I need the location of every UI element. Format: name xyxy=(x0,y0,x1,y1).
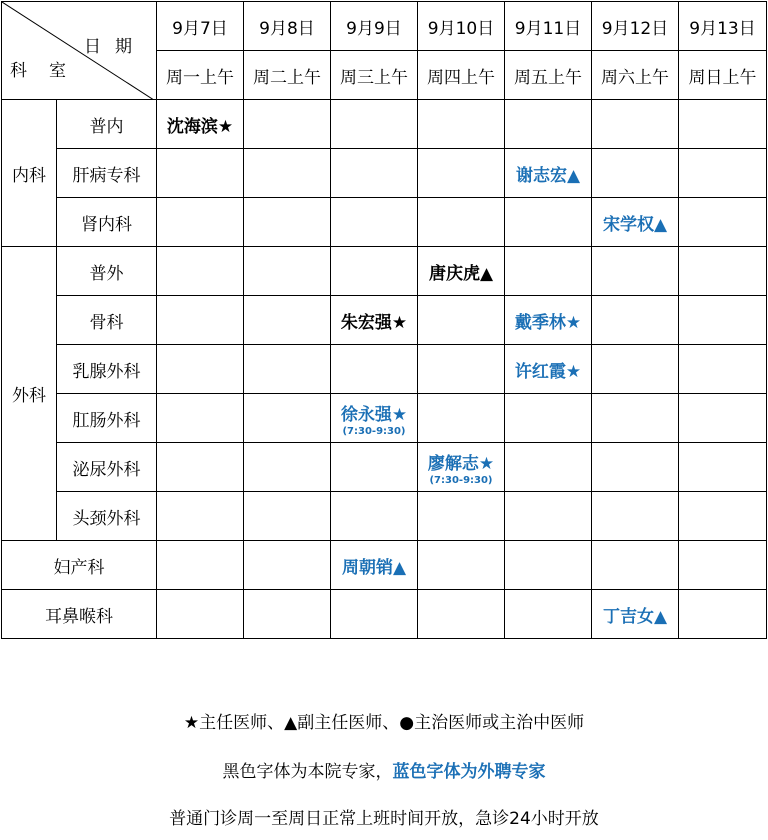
schedule-cell xyxy=(157,443,244,492)
schedule-cell xyxy=(331,149,418,198)
group-obgyn: 妇产科 xyxy=(2,541,157,590)
table-row xyxy=(2,149,767,198)
schedule-cell xyxy=(157,394,244,443)
schedule-cell xyxy=(244,394,331,443)
schedule-cell xyxy=(157,296,244,345)
legend-note: ★主任医师、▲副主任医师、●主治医师或主治中医师 xyxy=(183,713,585,733)
schedule-cell xyxy=(592,541,679,590)
schedule-cell xyxy=(244,443,331,492)
schedule-cell xyxy=(505,345,592,394)
color-note-black: 黑色字体为本院专家， xyxy=(222,762,393,782)
schedule-cell xyxy=(505,100,592,149)
schedule-cell xyxy=(679,541,767,590)
schedule-cell xyxy=(679,247,767,296)
table-row xyxy=(2,394,767,443)
day-header: 周四上午 xyxy=(418,51,505,100)
schedule-cell xyxy=(679,198,767,247)
day-header: 周日上午 xyxy=(679,51,767,100)
dept-urology: 泌尿外科 xyxy=(57,443,157,492)
schedule-cell xyxy=(331,296,418,345)
schedule-cell xyxy=(418,443,505,492)
schedule-cell xyxy=(418,198,505,247)
schedule-cell xyxy=(592,100,679,149)
schedule-cell xyxy=(679,296,767,345)
date-header: 9月11日 xyxy=(505,2,592,51)
schedule-cell xyxy=(679,149,767,198)
schedule-cell xyxy=(679,345,767,394)
table-row xyxy=(2,296,767,345)
schedule-cell xyxy=(418,149,505,198)
schedule-cell xyxy=(331,198,418,247)
schedule-cell xyxy=(244,345,331,394)
schedule-cell xyxy=(418,100,505,149)
schedule-cell xyxy=(331,394,418,443)
table-row xyxy=(2,198,767,247)
schedule-cell xyxy=(592,492,679,541)
dept-orthopedics: 骨科 xyxy=(57,296,157,345)
schedule-cell xyxy=(244,296,331,345)
corner-date-label: 日期 xyxy=(84,37,146,57)
date-header: 9月8日 xyxy=(244,2,331,51)
doctor-xie: 谢志宏▲ xyxy=(515,165,581,186)
color-note xyxy=(0,757,768,782)
date-header: 9月7日 xyxy=(157,2,244,51)
day-header: 周二上午 xyxy=(244,51,331,100)
schedule-cell xyxy=(592,394,679,443)
schedule-cell xyxy=(331,590,418,639)
schedule-cell xyxy=(679,100,767,149)
schedule-cell xyxy=(157,100,244,149)
doctor-zhou: 周朝销▲ xyxy=(341,557,407,578)
schedule-cell xyxy=(679,394,767,443)
schedule-cell xyxy=(157,198,244,247)
schedule-cell xyxy=(592,149,679,198)
date-header: 9月12日 xyxy=(592,2,679,51)
doctor-xu-hongxia: 许红霞★ xyxy=(514,361,582,382)
doctor-zhu: 朱宏强★ xyxy=(340,312,408,333)
date-header: 9月10日 xyxy=(418,2,505,51)
schedule-cell xyxy=(157,492,244,541)
schedule-cell xyxy=(331,247,418,296)
schedule-cell xyxy=(331,492,418,541)
doctor-dai: 戴季林★ xyxy=(514,312,582,333)
schedule-cell xyxy=(418,492,505,541)
dept-colorectal: 肛肠外科 xyxy=(57,394,157,443)
schedule-cell xyxy=(331,345,418,394)
doctor-shen: 沈海滨★ xyxy=(166,116,234,137)
schedule-cell xyxy=(244,100,331,149)
schedule-cell xyxy=(505,296,592,345)
schedule-cell xyxy=(505,198,592,247)
schedule-cell xyxy=(505,443,592,492)
color-note-blue: 蓝色字体为外聘专家 xyxy=(392,762,546,782)
schedule-cell xyxy=(244,492,331,541)
hours-note: 普通门诊周一至周日正常上班时间开放，急诊24小时开放 xyxy=(169,809,599,829)
table-row xyxy=(2,247,767,296)
table-row xyxy=(2,345,767,394)
table-row xyxy=(2,100,767,149)
time-note: (7:30-9:30) xyxy=(429,474,493,486)
schedule-cell xyxy=(157,149,244,198)
doctor-liao: 廖解志★ xyxy=(427,453,495,474)
time-note: (7:30-9:30) xyxy=(342,425,406,437)
group-ent: 耳鼻喉科 xyxy=(2,590,157,639)
schedule-cell xyxy=(592,247,679,296)
schedule-cell xyxy=(505,394,592,443)
header-corner xyxy=(2,2,157,100)
schedule-cell xyxy=(418,590,505,639)
day-header: 周五上午 xyxy=(505,51,592,100)
schedule-cell xyxy=(505,149,592,198)
table-row xyxy=(2,492,767,541)
day-header: 周三上午 xyxy=(331,51,418,100)
table-row xyxy=(2,590,767,639)
schedule-cell xyxy=(331,541,418,590)
group-internal: 内科 xyxy=(2,100,57,247)
schedule-cell xyxy=(418,394,505,443)
schedule-cell xyxy=(592,198,679,247)
date-header: 9月9日 xyxy=(331,2,418,51)
day-header: 周六上午 xyxy=(592,51,679,100)
schedule-cell xyxy=(505,541,592,590)
schedule-cell xyxy=(418,541,505,590)
schedule-table xyxy=(1,1,767,639)
dept-nephrology: 肾内科 xyxy=(57,198,157,247)
schedule-cell xyxy=(592,296,679,345)
schedule-cell xyxy=(157,247,244,296)
day-header: 周一上午 xyxy=(157,51,244,100)
dept-head-neck: 头颈外科 xyxy=(57,492,157,541)
schedule-cell xyxy=(244,198,331,247)
dept-general-surgery: 普外 xyxy=(57,247,157,296)
schedule-cell xyxy=(418,345,505,394)
schedule-cell xyxy=(244,590,331,639)
schedule-cell xyxy=(505,590,592,639)
table-row xyxy=(2,541,767,590)
doctor-xu-yongqiang: 徐永强★ xyxy=(340,404,408,425)
schedule-cell xyxy=(244,149,331,198)
doctor-song: 宋学权▲ xyxy=(602,214,668,235)
group-surgery: 外科 xyxy=(2,247,57,541)
doctor-ding: 丁吉女▲ xyxy=(602,606,668,627)
schedule-cell xyxy=(505,247,592,296)
doctor-tang: 唐庆虎▲ xyxy=(428,263,494,284)
schedule-cell xyxy=(679,590,767,639)
schedule-cell xyxy=(679,443,767,492)
schedule-cell xyxy=(331,100,418,149)
schedule-cell xyxy=(418,296,505,345)
schedule-cell xyxy=(157,541,244,590)
corner-dept-label: 科室 xyxy=(10,61,88,81)
schedule-cell xyxy=(244,541,331,590)
schedule-cell xyxy=(331,443,418,492)
schedule-cell xyxy=(679,492,767,541)
schedule-cell xyxy=(592,443,679,492)
schedule-cell xyxy=(418,247,505,296)
schedule-cell xyxy=(157,345,244,394)
dept-general-internal: 普内 xyxy=(57,100,157,149)
dept-breast: 乳腺外科 xyxy=(57,345,157,394)
schedule-cell xyxy=(244,247,331,296)
date-header: 9月13日 xyxy=(679,2,767,51)
schedule-cell xyxy=(592,345,679,394)
table-row xyxy=(2,443,767,492)
dept-hepatology: 肝病专科 xyxy=(57,149,157,198)
schedule-cell xyxy=(157,590,244,639)
schedule-cell xyxy=(592,590,679,639)
schedule-cell xyxy=(505,492,592,541)
